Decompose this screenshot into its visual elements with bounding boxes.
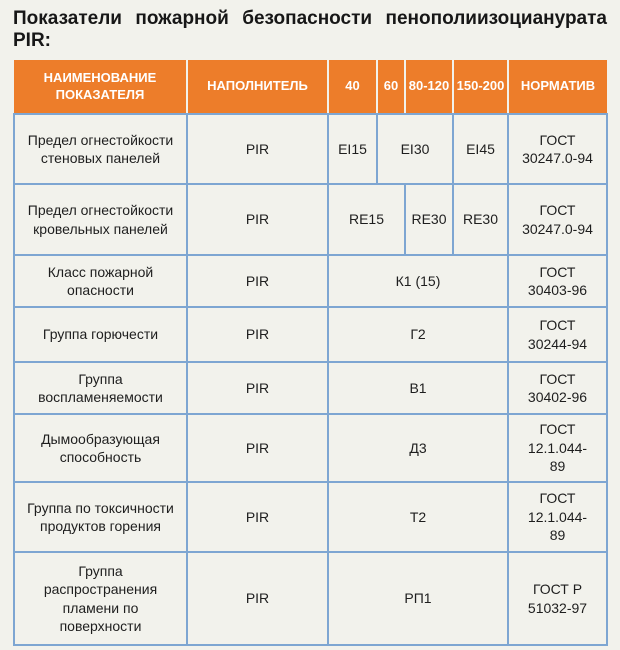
- column-header-filler: НАПОЛНИТЕЛЬ: [187, 60, 328, 114]
- column-header-standard: НОРМАТИВ: [508, 60, 607, 114]
- page-title: [13, 8, 607, 52]
- indicator-name-cell: Группа распространения пламени по поверхности: [14, 552, 187, 645]
- standard-cell: ГОСТ 30403-96: [508, 255, 607, 307]
- table-row: [14, 114, 607, 184]
- column-header-indicator-name: НАИМЕНОВАНИЕ ПОКАЗАТЕЛЯ: [14, 60, 187, 114]
- filler-cell: PIR: [187, 482, 328, 552]
- value-cell: EI30: [377, 114, 453, 184]
- value-cell: RE30: [453, 184, 508, 255]
- indicator-name-cell: Предел огнестойкости кровельных панелей: [14, 184, 187, 255]
- filler-cell: PIR: [187, 362, 328, 414]
- table-body: [14, 114, 607, 645]
- value-cell: EI45: [453, 114, 508, 184]
- fire-safety-table: [13, 60, 608, 646]
- filler-cell: PIR: [187, 414, 328, 482]
- standard-cell: ГОСТ Р 51032-97: [508, 552, 607, 645]
- column-header-thickness-60: 60: [377, 60, 405, 114]
- table-row: [14, 482, 607, 552]
- table-row: [14, 307, 607, 362]
- column-header-thickness-80-120: 80-120: [405, 60, 453, 114]
- standard-cell: ГОСТ 30247.0-94: [508, 114, 607, 184]
- column-header-thickness-150-200: 150-200: [453, 60, 508, 114]
- indicator-name-cell: Группа по токсичности продуктов горения: [14, 482, 187, 552]
- value-cell: К1 (15): [328, 255, 508, 307]
- page-title-line-2: PIR:: [13, 30, 51, 51]
- filler-cell: PIR: [187, 184, 328, 255]
- indicator-name-cell: Дымообразующая способность: [14, 414, 187, 482]
- page-title-line-1: Показатели пожарной безопасности пенополиизоцианурата: [13, 8, 607, 29]
- indicator-name-cell: Класс пожарной опасности: [14, 255, 187, 307]
- indicator-name-cell: Группа воспламеняемости: [14, 362, 187, 414]
- standard-cell: ГОСТ 30247.0-94: [508, 184, 607, 255]
- standard-cell: ГОСТ 12.1.044-89: [508, 414, 607, 482]
- table-row: [14, 362, 607, 414]
- standard-cell: ГОСТ 30402-96: [508, 362, 607, 414]
- table-header: [14, 60, 607, 114]
- standard-cell: ГОСТ 12.1.044-89: [508, 482, 607, 552]
- column-header-thickness-40: 40: [328, 60, 377, 114]
- filler-cell: PIR: [187, 114, 328, 184]
- filler-cell: PIR: [187, 307, 328, 362]
- value-cell: РП1: [328, 552, 508, 645]
- filler-cell: PIR: [187, 255, 328, 307]
- table-row: [14, 255, 607, 307]
- table-header-row: [14, 60, 607, 114]
- value-cell: В1: [328, 362, 508, 414]
- value-cell: Т2: [328, 482, 508, 552]
- value-cell: RE15: [328, 184, 405, 255]
- table-row: [14, 552, 607, 645]
- value-cell: Г2: [328, 307, 508, 362]
- value-cell: EI15: [328, 114, 377, 184]
- filler-cell: PIR: [187, 552, 328, 645]
- value-cell: Д3: [328, 414, 508, 482]
- standard-cell: ГОСТ 30244-94: [508, 307, 607, 362]
- table-row: [14, 414, 607, 482]
- indicator-name-cell: Предел огнестойкости стеновых панелей: [14, 114, 187, 184]
- value-cell: RE30: [405, 184, 453, 255]
- table-row: [14, 184, 607, 255]
- indicator-name-cell: Группа горючести: [14, 307, 187, 362]
